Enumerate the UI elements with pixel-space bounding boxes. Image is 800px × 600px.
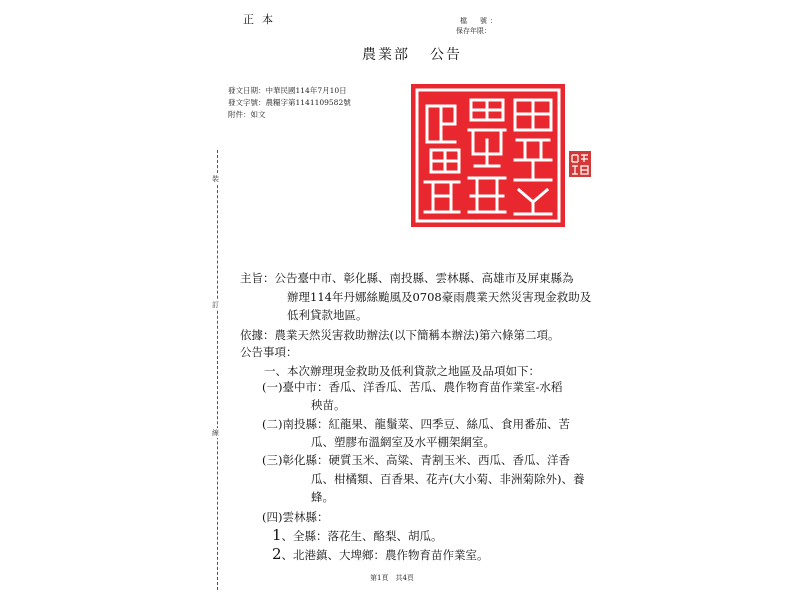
retention-period-label: 保存年限： — [456, 27, 491, 35]
copy-type-label: 正本 — [243, 13, 281, 26]
sub-item-changhua-cont-2: 蜂。 — [311, 490, 334, 504]
binding-mark-ding: 訂 — [212, 301, 219, 309]
yunlin-item-2-number: 2 — [272, 545, 282, 563]
document-type: 公告 — [430, 47, 462, 63]
small-seal — [568, 150, 592, 178]
item-one: 一、本次辦理現金救助及低利貸款之地區及品項如下： — [264, 364, 540, 378]
yunlin-item-2 — [272, 545, 489, 565]
binding-mark-zhuang: 裝 — [212, 175, 219, 183]
yunlin-item-2-text: 、北港鎮、大埤鄉：農作物育苗作業室。 — [281, 548, 489, 562]
subject-line-1: 主旨：公告臺中市、彰化縣、南投縣、雲林縣、高雄市及屏東縣為 — [240, 271, 574, 285]
issue-date: 發文日期：中華民國114年7月10日 — [228, 86, 347, 95]
sub-item-taichung: (一)臺中市：香瓜、洋香瓜、苦瓜、農作物育苗作業室-水稻 — [262, 380, 563, 394]
matters-heading: 公告事項： — [240, 345, 298, 359]
official-seal — [411, 84, 565, 227]
agency-name: 農業部 — [362, 47, 410, 63]
binding-cut-line — [217, 150, 218, 590]
seal-glyph-pattern — [411, 84, 565, 227]
sub-item-changhua: (三)彰化縣：硬質玉米、高粱、青割玉米、西瓜、香瓜、洋香 — [262, 453, 570, 467]
binding-mark-xian: 線 — [212, 429, 219, 437]
subject-line-3: 低利貸款地區。 — [287, 308, 368, 322]
issue-number: 發文字號：農糧字第1141109582號 — [228, 98, 351, 107]
subject-line-2: 辦理114年丹娜絲颱風及0708豪雨農業天然災害現金救助及 — [287, 290, 592, 304]
small-seal-pattern — [568, 150, 592, 178]
attachment-line: 附件：如文 — [228, 110, 266, 119]
sub-item-taichung-cont: 秧苗。 — [311, 398, 346, 412]
sub-item-changhua-cont: 瓜、柑橘類、百香果、花卉(大小菊、非洲菊除外)、養 — [311, 472, 585, 486]
document-title — [362, 44, 462, 64]
sub-item-nantou-cont: 瓜、塑膠布溫網室及水平棚架網室。 — [311, 435, 495, 449]
basis-line: 依據：農業天然災害救助辦法(以下簡稱本辦法)第六條第二項。 — [240, 328, 560, 342]
archive-number-label: 檔 號： — [460, 17, 500, 25]
yunlin-item-1-number: 1 — [272, 526, 282, 544]
page-indicator: 第1頁 共4頁 — [370, 574, 414, 582]
sub-item-nantou: (二)南投縣：紅龍果、龍鬚菜、四季豆、絲瓜、食用番茄、苦 — [262, 417, 570, 431]
yunlin-item-1 — [272, 526, 443, 546]
yunlin-item-1-text: 、全縣：落花生、酪梨、胡瓜。 — [281, 529, 443, 543]
sub-item-yunlin: (四)雲林縣： — [262, 510, 329, 524]
